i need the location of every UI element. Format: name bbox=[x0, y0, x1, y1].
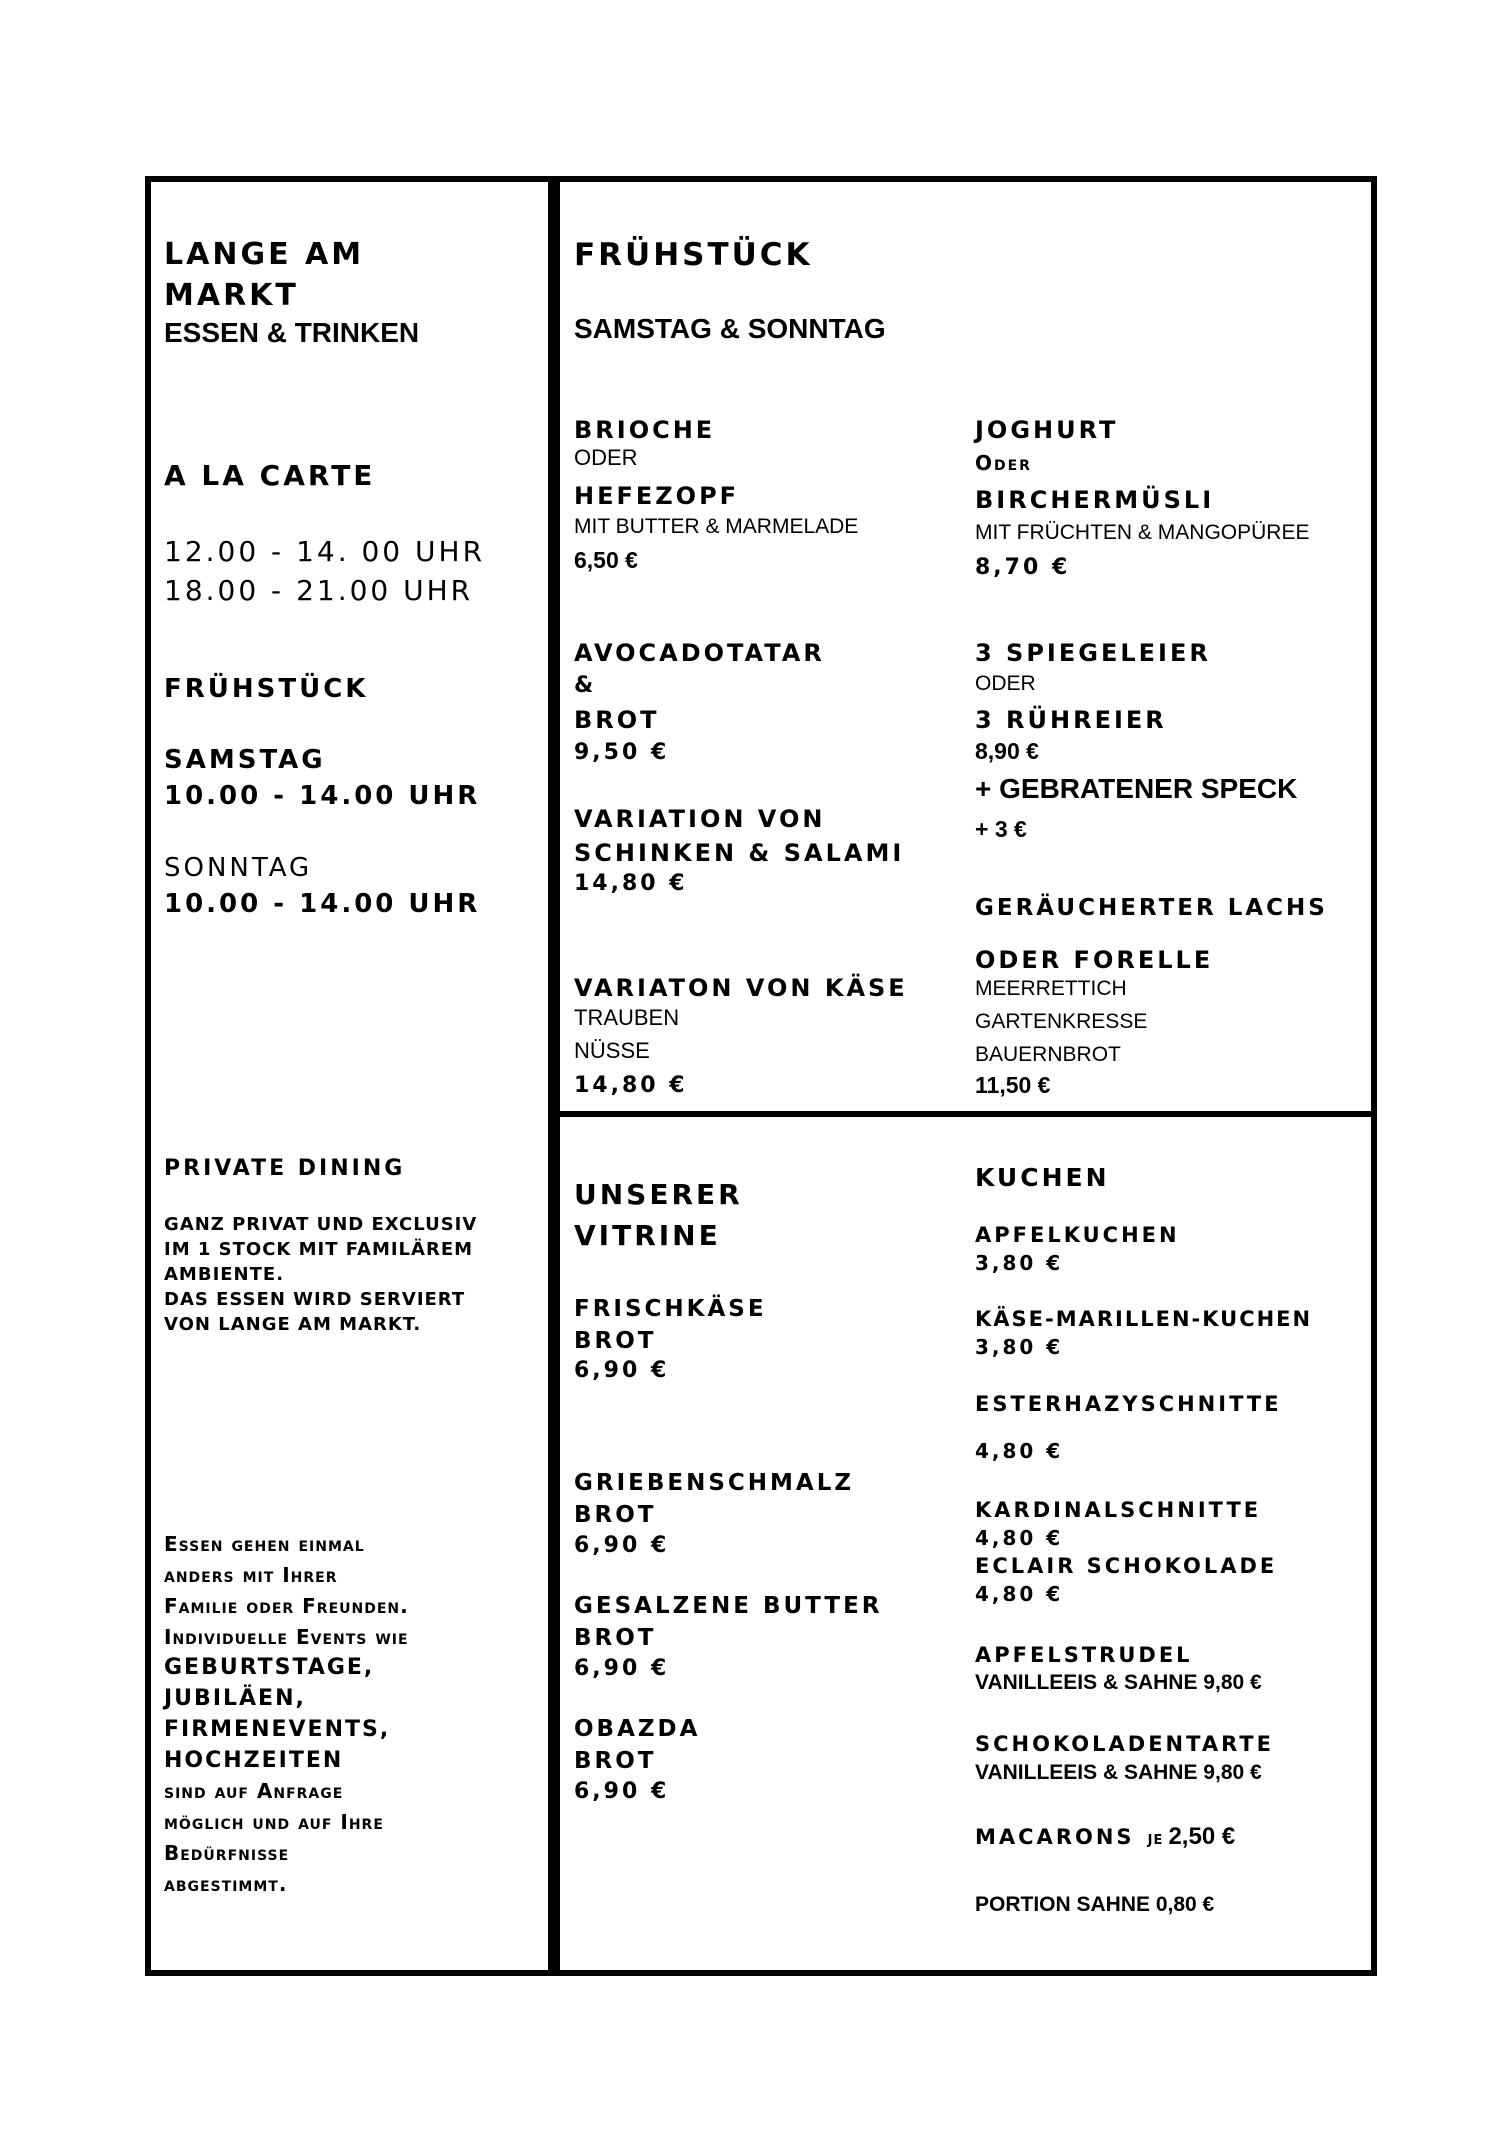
lachs-desc2: GARTENKRESSE bbox=[975, 1010, 1148, 1033]
breakfast-divider bbox=[560, 1111, 1377, 1117]
events-line: GEBURTSTAGE, bbox=[164, 1655, 375, 1680]
kaese-desc1: TRAUBEN bbox=[574, 1005, 680, 1030]
menu-frame bbox=[145, 176, 1377, 1976]
schinken-price: 14,80 € bbox=[574, 871, 688, 896]
schinken-line1: VARIATION VON bbox=[574, 805, 826, 833]
breakfast-subtitle: SAMSTAG & SONNTAG bbox=[574, 313, 886, 344]
eier-extra-price: + 3 € bbox=[975, 816, 1027, 842]
vitrine-item-name: GESALZENE BUTTER bbox=[574, 1593, 883, 1619]
eier-name2: 3 RÜHREIER bbox=[975, 706, 1167, 734]
brand-line1: LANGE AM bbox=[164, 237, 365, 272]
lachs-price: 11,50 € bbox=[975, 1072, 1051, 1098]
private-title: PRIVATE DINING bbox=[164, 1156, 406, 1181]
vitrine-title1: UNSERER bbox=[574, 1178, 743, 1211]
kaese-desc2: NÜSSE bbox=[574, 1038, 650, 1063]
avocado-name: AVOCADOTATAR bbox=[574, 639, 825, 667]
vitrine-item-name: GRIEBENSCHMALZ bbox=[574, 1470, 855, 1496]
avocado-price: 9,50 € bbox=[574, 740, 670, 765]
events-line: HOCHZEITEN bbox=[164, 1748, 344, 1773]
macarons-price: 2,50 € bbox=[1168, 1823, 1236, 1850]
joghurt-name2: BIRCHERMÜSLI bbox=[975, 486, 1215, 514]
joghurt-desc: MIT FRÜCHTEN & MANGOPÜREE bbox=[975, 521, 1310, 544]
joghurt-or: Oder bbox=[975, 451, 1032, 475]
kuchen-item-name: KARDINALSCHNITTE bbox=[975, 1498, 1262, 1522]
eier-extra: + GEBRATENER SPECK bbox=[975, 773, 1298, 804]
private-line: VON LANGE AM MARKT. bbox=[164, 1314, 422, 1335]
vitrine-item-price: 6,90 € bbox=[574, 1656, 670, 1681]
fruehstueck-time2: 10.00 - 14.00 UHR bbox=[164, 889, 481, 919]
breakfast-title: FRÜHSTÜCK bbox=[574, 237, 813, 273]
events-line: JUBILÄEN, bbox=[164, 1686, 306, 1711]
events-line: möglich und auf Ihre bbox=[164, 1810, 384, 1834]
vitrine-item-name: FRISCHKÄSE bbox=[574, 1296, 767, 1322]
alacarte-time1: 12.00 - 14. 00 UHR bbox=[164, 535, 486, 568]
kuchen-item-name: SCHOKOLADENTARTE bbox=[975, 1732, 1274, 1756]
vitrine-title2: VITRINE bbox=[574, 1219, 721, 1252]
joghurt-name: JOGHURT bbox=[975, 416, 1119, 444]
alacarte-title: A LA CARTE bbox=[164, 459, 376, 492]
events-line: sind auf Anfrage bbox=[164, 1779, 344, 1803]
brioche-desc: MIT BUTTER & MARMELADE bbox=[574, 515, 859, 538]
private-line: IM 1 STOCK MIT FAMILÄREM bbox=[164, 1239, 474, 1260]
kuchen-item-price: 3,80 € bbox=[975, 1335, 1064, 1359]
brioche-or: ODER bbox=[574, 445, 638, 470]
brioche-price: 6,50 € bbox=[574, 547, 638, 573]
kuchen-item-price: 3,80 € bbox=[975, 1251, 1064, 1275]
events-line: Individuelle Events wie bbox=[164, 1625, 409, 1649]
kuchen-item-price: VANILLEEIS & SAHNE 9,80 € bbox=[975, 1761, 1262, 1784]
brioche-name: BRIOCHE bbox=[574, 416, 716, 444]
fruehstueck-day2: SONNTAG bbox=[164, 853, 313, 883]
brioche-name2: HEFEZOPF bbox=[574, 482, 740, 510]
events-line: Familie oder Freunden. bbox=[164, 1594, 409, 1618]
events-line: anders mit Ihrer bbox=[164, 1563, 338, 1587]
vitrine-item-price: 6,90 € bbox=[574, 1779, 670, 1804]
events-line: FIRMENEVENTS, bbox=[164, 1717, 391, 1742]
schinken-line2: SCHINKEN & SALAMI bbox=[574, 839, 905, 867]
lachs-desc3: BAUERNBROT bbox=[975, 1043, 1121, 1066]
fruehstueck-day1: SAMSTAG bbox=[164, 745, 326, 775]
kuchen-item-name: APFELSTRUDEL bbox=[975, 1643, 1193, 1667]
kuchen-item-name: KÄSE-MARILLEN-KUCHEN bbox=[975, 1307, 1313, 1331]
portion-sahne: PORTION SAHNE 0,80 € bbox=[975, 1893, 1215, 1916]
vitrine-item-name: OBAZDA bbox=[574, 1716, 701, 1742]
kuchen-item-name: APFELKUCHEN bbox=[975, 1223, 1180, 1247]
kaese-price: 14,80 € bbox=[574, 1073, 688, 1098]
brand-sub: ESSEN & TRINKEN bbox=[164, 317, 420, 348]
avocado-amp: & bbox=[574, 673, 597, 698]
kuchen-item-price: VANILLEEIS & SAHNE 9,80 € bbox=[975, 1671, 1262, 1694]
lachs-line1: GERÄUCHERTER LACHS bbox=[975, 895, 1328, 921]
joghurt-price: 8,70 € bbox=[975, 555, 1071, 580]
vitrine-item-sub: BROT bbox=[574, 1328, 657, 1354]
macarons-je: je bbox=[1147, 1827, 1164, 1849]
kuchen-item-name: ECLAIR SCHOKOLADE bbox=[975, 1554, 1278, 1578]
kuchen-item-price: 4,80 € bbox=[975, 1526, 1064, 1550]
macarons-line bbox=[975, 1825, 1235, 1849]
vitrine-item-sub: BROT bbox=[574, 1502, 657, 1528]
private-line: DAS ESSEN WIRD SERVIERT bbox=[164, 1289, 466, 1310]
vitrine-item-sub: BROT bbox=[574, 1748, 657, 1774]
private-line: AMBIENTE. bbox=[164, 1264, 285, 1285]
fruehstueck-time1: 10.00 - 14.00 UHR bbox=[164, 781, 481, 811]
column-divider bbox=[548, 176, 560, 1976]
avocado-name2: BROT bbox=[574, 706, 660, 734]
eier-or: ODER bbox=[975, 672, 1036, 695]
fruehstueck-title: FRÜHSTÜCK bbox=[164, 674, 369, 704]
brand-line2: MARKT bbox=[164, 278, 299, 313]
vitrine-item-price: 6,90 € bbox=[574, 1358, 670, 1383]
eier-name: 3 SPIEGELEIER bbox=[975, 639, 1211, 667]
vitrine-item-sub: BROT bbox=[574, 1625, 657, 1651]
kuchen-item-price: 4,80 € bbox=[975, 1582, 1064, 1606]
lachs-desc1: MEERRETTICH bbox=[975, 977, 1127, 1000]
kaese-name: VARIATON VON KÄSE bbox=[574, 974, 908, 1002]
eier-price: 8,90 € bbox=[975, 738, 1039, 764]
kuchen-item-price: 4,80 € bbox=[975, 1439, 1064, 1463]
lachs-line2: ODER FORELLE bbox=[975, 946, 1214, 974]
events-line: Essen gehen einmal bbox=[164, 1532, 365, 1556]
macarons-label: MACARONS bbox=[975, 1825, 1135, 1849]
events-line: abgestimmt. bbox=[164, 1872, 288, 1896]
alacarte-time2: 18.00 - 21.00 UHR bbox=[164, 574, 474, 607]
events-line: Bedürfnisse bbox=[164, 1841, 290, 1865]
private-line: GANZ PRIVAT UND EXCLUSIV bbox=[164, 1214, 478, 1235]
kuchen-title: KUCHEN bbox=[975, 1163, 1110, 1192]
vitrine-item-price: 6,90 € bbox=[574, 1533, 670, 1558]
kuchen-item-name: ESTERHAZYSCHNITTE bbox=[975, 1392, 1282, 1416]
